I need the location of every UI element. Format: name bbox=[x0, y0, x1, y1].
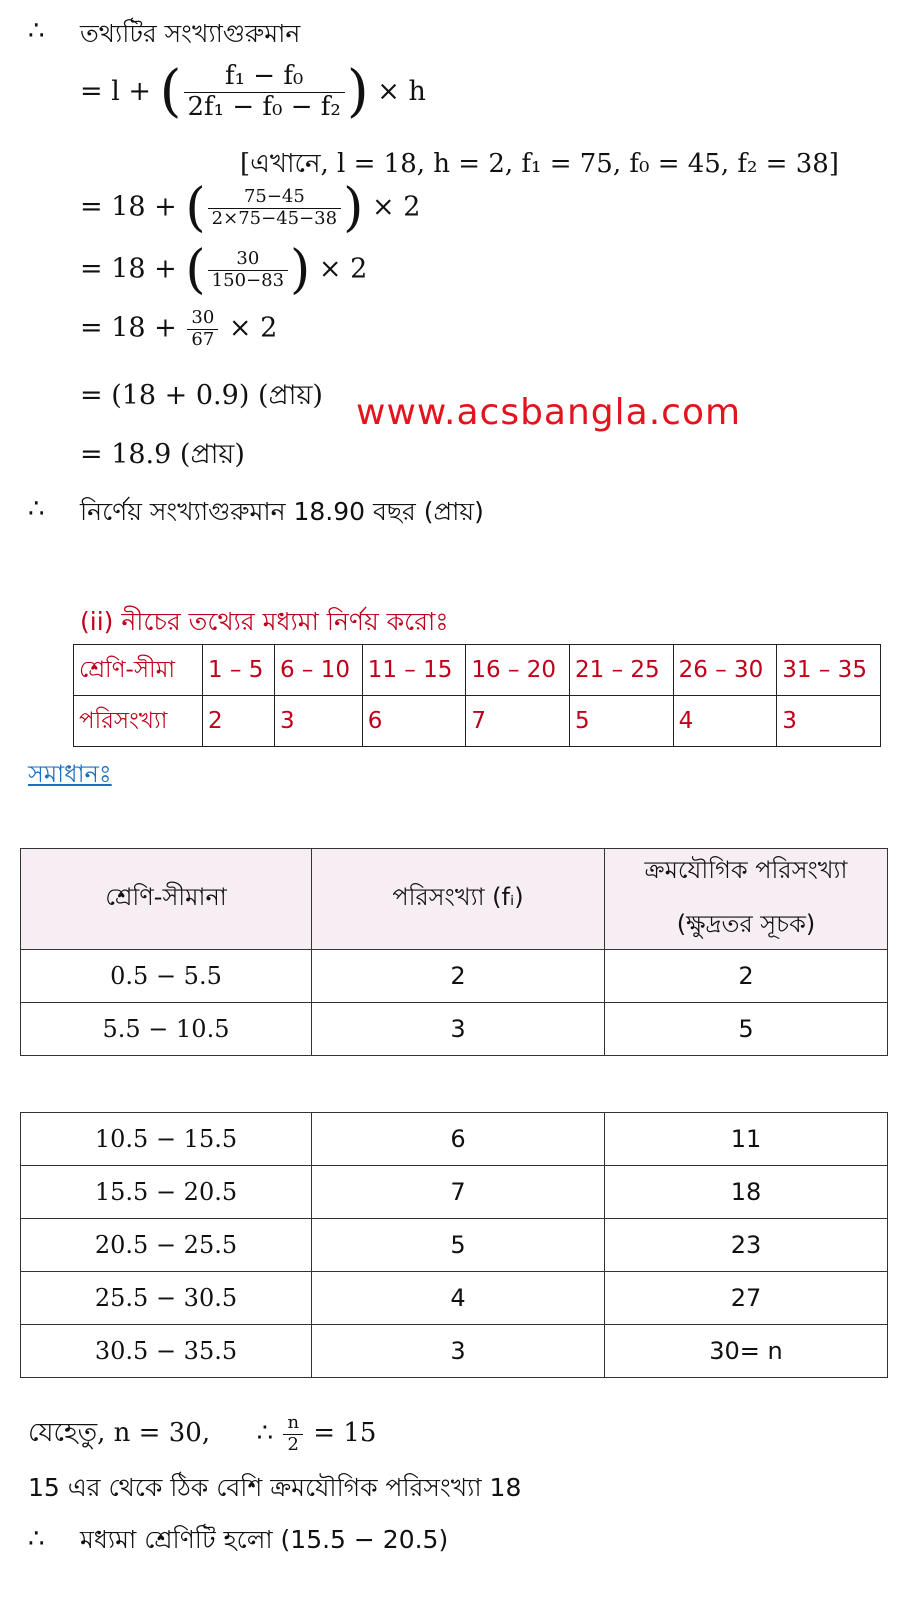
frequency-cell: 5 bbox=[312, 1219, 605, 1272]
step-3-tail: × 2 bbox=[228, 312, 278, 344]
frequency-cell: 4 bbox=[312, 1272, 605, 1325]
mode-conclusion: নির্ণেয় সংখ্যাগুরুমান 18.90 বছর (প্রায়) bbox=[80, 497, 484, 526]
boundary-cell: 5.5 − 10.5 bbox=[21, 1003, 312, 1056]
step-4: = (18 + 0.9) (প্রায়) bbox=[80, 380, 323, 411]
header-frequency: পরিসংখ্যা (fᵢ) bbox=[312, 849, 605, 950]
frequency-cell: 3 bbox=[274, 696, 362, 747]
frequency-cell: 7 bbox=[466, 696, 570, 747]
class-cell: 26 – 30 bbox=[673, 645, 777, 696]
cumulative-line: 15 এর থেকে ঠিক বেশি ক্রমযৌগিক পরিসংখ্যা 18 bbox=[28, 1473, 522, 1502]
solution-label[interactable]: সমাধানঃ bbox=[28, 760, 112, 788]
formula-numerator: f₁ − f₀ bbox=[184, 62, 345, 93]
step-3-pre: = 18 + bbox=[80, 312, 177, 344]
header-boundary: শ্রেণি-সীমানা bbox=[21, 849, 312, 950]
frequency-cell: 4 bbox=[673, 696, 777, 747]
row-label-class: শ্রেণি-সীমা bbox=[74, 645, 203, 696]
therefore-symbol: ∴ bbox=[28, 16, 45, 46]
step-1-pre: = 18 + bbox=[80, 191, 177, 223]
class-cell: 6 – 10 bbox=[274, 645, 362, 696]
cumulative-cell: 5 bbox=[605, 1003, 888, 1056]
cumulative-cell: 27 bbox=[605, 1272, 888, 1325]
question-title: (ii) নীচের তথ্যের মধ্যমা নির্ণয় করোঃ bbox=[80, 607, 449, 636]
question-table bbox=[73, 644, 881, 747]
header-cumulative-line1: ক্রমযৌগিক পরিসংখ্যা bbox=[644, 856, 848, 884]
table-row bbox=[21, 950, 888, 1003]
frequency-cell: 3 bbox=[777, 696, 881, 747]
therefore-symbol: ∴ bbox=[28, 494, 45, 524]
question-frequency-row bbox=[74, 696, 881, 747]
table-row bbox=[21, 1113, 888, 1166]
step-2-denominator: 150−83 bbox=[211, 269, 285, 291]
cumulative-cell: 18 bbox=[605, 1166, 888, 1219]
frequency-cell: 3 bbox=[312, 1325, 605, 1378]
cumulative-cell: 11 bbox=[605, 1113, 888, 1166]
mode-formula: = l + ( $\frac{\text{f₁ − f₀}}{\text{2f₁ − f₀ − f₂}}$ ) × h bbox=[80, 59, 426, 125]
frequency-cell: 2 bbox=[312, 950, 605, 1003]
n-over-2-numerator: n bbox=[283, 1413, 303, 1435]
solution-table-header bbox=[21, 849, 888, 950]
median-class: মধ্যমা শ্রেণিটি হলো (15.5 − 20.5) bbox=[80, 1525, 449, 1554]
formula-tail: × h bbox=[377, 75, 426, 107]
boundary-cell: 25.5 − 30.5 bbox=[21, 1272, 312, 1325]
n-over-2-value: = 15 bbox=[313, 1418, 377, 1448]
table-row bbox=[21, 1272, 888, 1325]
step-2: = 18 + ( $\frac{30}{150-83}$ ) × 2 bbox=[80, 240, 368, 300]
header-cumulative bbox=[605, 849, 888, 950]
class-cell: 31 – 35 bbox=[777, 645, 881, 696]
step-2-tail: × 2 bbox=[318, 253, 368, 285]
step-5: = 18.9 (প্রায়) bbox=[80, 439, 245, 470]
question-class-row bbox=[74, 645, 881, 696]
boundary-cell: 20.5 − 25.5 bbox=[21, 1219, 312, 1272]
since-line-pre: যেহেতু, n = 30, bbox=[28, 1418, 211, 1448]
class-cell: 11 – 15 bbox=[362, 645, 466, 696]
table-row bbox=[21, 1219, 888, 1272]
step-1-numerator: 75−45 bbox=[208, 187, 341, 209]
solution-table-1 bbox=[20, 848, 888, 1056]
cumulative-cell: 2 bbox=[605, 950, 888, 1003]
table-row bbox=[21, 1003, 888, 1056]
table-row bbox=[21, 1325, 888, 1378]
frequency-cell: 3 bbox=[312, 1003, 605, 1056]
table-row bbox=[21, 1166, 888, 1219]
class-cell: 1 – 5 bbox=[203, 645, 275, 696]
since-therefore: ∴ bbox=[256, 1418, 274, 1448]
frequency-cell: 7 bbox=[312, 1166, 605, 1219]
step-3-numerator: 30 bbox=[187, 308, 218, 330]
boundary-cell: 0.5 − 5.5 bbox=[21, 950, 312, 1003]
step-1-tail: × 2 bbox=[371, 191, 421, 223]
therefore-symbol: ∴ bbox=[28, 1524, 45, 1554]
frequency-cell: 6 bbox=[312, 1113, 605, 1166]
boundary-cell: 15.5 − 20.5 bbox=[21, 1166, 312, 1219]
formula-eq: = l + bbox=[80, 75, 152, 107]
step-1-denominator: 2×75−45−38 bbox=[211, 207, 338, 229]
where-note: [এখানে, l = 18, h = 2, f₁ = 75, f₀ = 45, f₂ = 38] bbox=[240, 149, 839, 179]
boundary-cell: 10.5 − 15.5 bbox=[21, 1113, 312, 1166]
boundary-cell: 30.5 − 35.5 bbox=[21, 1325, 312, 1378]
since-line bbox=[28, 1412, 376, 1456]
n-over-2-denominator: 2 bbox=[287, 1433, 299, 1455]
watermark: www.acsbangla.com bbox=[356, 392, 742, 433]
step-2-pre: = 18 + bbox=[80, 253, 177, 285]
cumulative-cell: 23 bbox=[605, 1219, 888, 1272]
cumulative-cell: 30= n bbox=[605, 1325, 888, 1378]
frequency-cell: 6 bbox=[362, 696, 466, 747]
step-2-numerator: 30 bbox=[208, 249, 288, 271]
frequency-cell: 5 bbox=[570, 696, 674, 747]
step-3-denominator: 67 bbox=[191, 328, 215, 350]
class-cell: 21 – 25 bbox=[570, 645, 674, 696]
step-3 bbox=[80, 308, 277, 350]
solution-table-2 bbox=[20, 1112, 888, 1378]
step-1: = 18 + ( $\frac{75-45}{2\times 75-45-38}$ ) × 2 bbox=[80, 178, 421, 238]
class-cell: 16 – 20 bbox=[466, 645, 570, 696]
row-label-frequency: পরিসংখ্যা bbox=[74, 696, 203, 747]
formula-denominator: 2f₁ − f₀ − f₂ bbox=[187, 91, 341, 122]
frequency-cell: 2 bbox=[203, 696, 275, 747]
mode-label: তথ্যটির সংখ্যাগুরুমান bbox=[80, 19, 301, 48]
header-cumulative-line2: (ক্ষুদ্রতর সূচক) bbox=[676, 910, 816, 938]
